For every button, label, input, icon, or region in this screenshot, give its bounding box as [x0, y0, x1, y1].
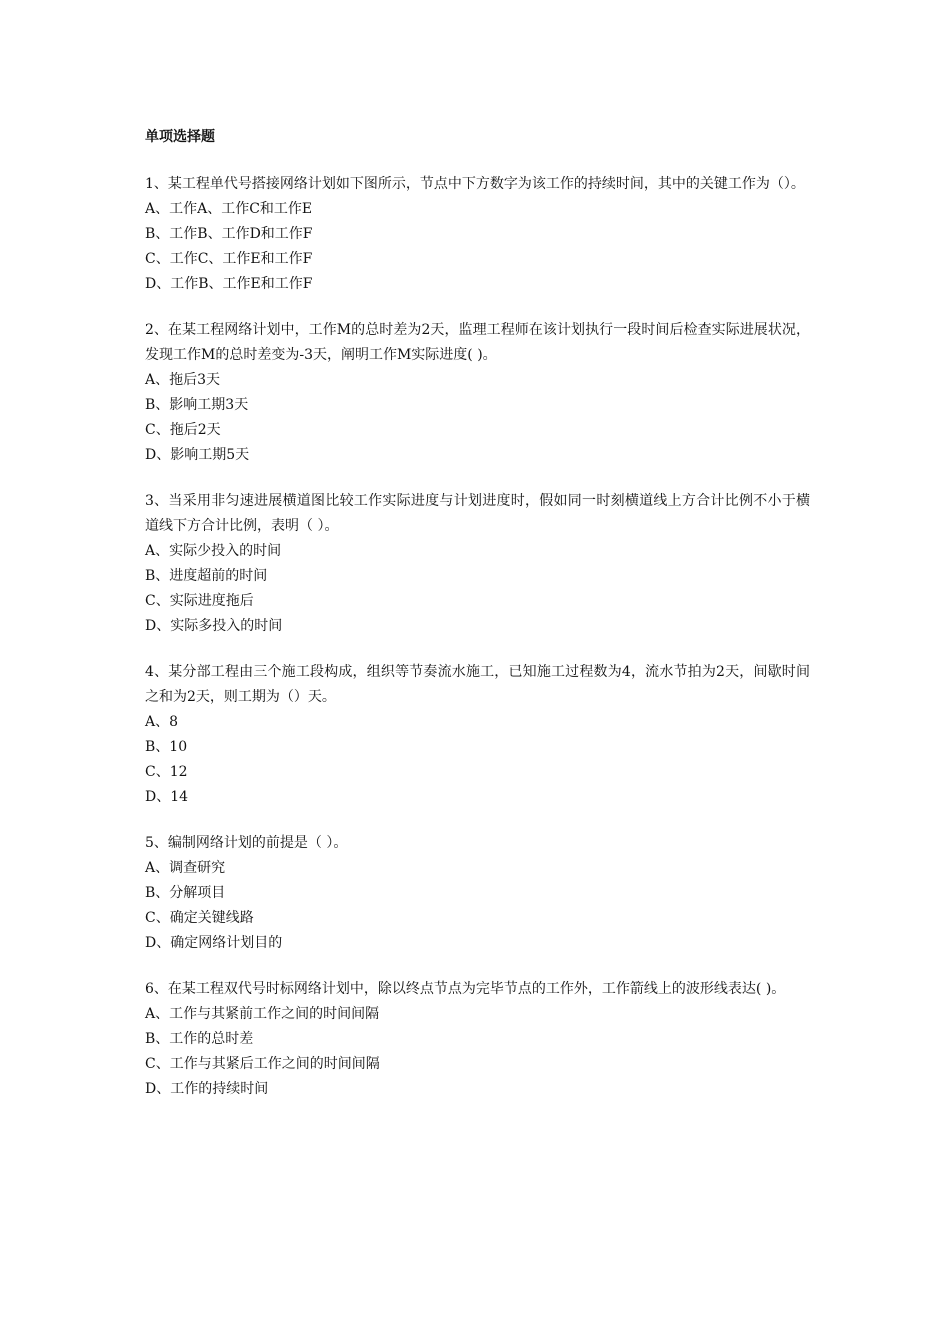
option-a: A、实际少投入的时间	[145, 543, 282, 559]
option-a: A、8	[145, 714, 179, 730]
option-b: B、影响工期3天	[145, 397, 249, 413]
option-c: C、工作与其紧后工作之间的时间间隔	[145, 1056, 380, 1072]
option-a: A、工作与其紧前工作之间的时间间隔	[145, 1006, 380, 1022]
option-d: D、工作的持续时间	[145, 1081, 269, 1097]
option-d: D、工作B、工作E和工作F	[145, 276, 313, 292]
option-list	[145, 368, 810, 468]
question-stem: 4、某分部工程由三个施工段构成，组织等节奏流水施工，已知施工过程数为4，流水节拍为2天，间歇时间之和为2天，则工期为（）天。	[145, 664, 810, 705]
question-4	[145, 660, 810, 810]
document-page	[145, 126, 810, 1123]
option-b: B、工作B、工作D和工作F	[145, 226, 313, 242]
question-2	[145, 318, 810, 468]
option-c: C、确定关键线路	[145, 910, 254, 926]
option-b: B、分解项目	[145, 885, 226, 901]
option-c: C、实际进度拖后	[145, 593, 254, 609]
question-6	[145, 977, 810, 1102]
option-d: D、影响工期5天	[145, 447, 250, 463]
option-list	[145, 197, 810, 297]
option-list	[145, 539, 810, 639]
option-b: B、10	[145, 739, 188, 755]
question-5	[145, 831, 810, 956]
option-d: D、实际多投入的时间	[145, 618, 283, 634]
option-a: A、工作A、工作C和工作E	[145, 201, 313, 217]
option-c: C、12	[145, 764, 188, 780]
option-c: C、工作C、工作E和工作F	[145, 251, 313, 267]
option-b: B、工作的总时差	[145, 1031, 254, 1047]
option-d: D、14	[145, 789, 189, 805]
question-1	[145, 172, 810, 297]
question-3	[145, 489, 810, 639]
question-stem: 2、在某工程网络计划中，工作M的总时差为2天，监理工程师在该计划执行一段时间后检查实际进展状况，发现工作M的总时差变为-3天，阐明工作M实际进度( )。	[145, 322, 810, 363]
option-list	[145, 710, 810, 810]
option-c: C、拖后2天	[145, 422, 221, 438]
section-title: 单项选择题	[145, 129, 215, 145]
option-d: D、确定网络计划目的	[145, 935, 283, 951]
option-a: A、拖后3天	[145, 372, 221, 388]
question-stem: 1、某工程单代号搭接网络计划如下图所示，节点中下方数字为该工作的持续时间，其中的关键工作为（）。	[145, 176, 805, 192]
question-stem: 3、当采用非匀速进展横道图比较工作实际进度与计划进度时，假如同一时刻横道线上方合计比例不小于横道线下方合计比例，表明（ ）。	[145, 493, 810, 534]
option-list	[145, 1002, 810, 1102]
question-stem: 5、编制网络计划的前提是（ ）。	[145, 835, 348, 851]
question-stem: 6、在某工程双代号时标网络计划中，除以终点节点为完毕节点的工作外，工作箭线上的波形线表达( )。	[145, 981, 786, 997]
option-list	[145, 856, 810, 956]
option-a: A、调查研究	[145, 860, 226, 876]
option-b: B、进度超前的时间	[145, 568, 268, 584]
